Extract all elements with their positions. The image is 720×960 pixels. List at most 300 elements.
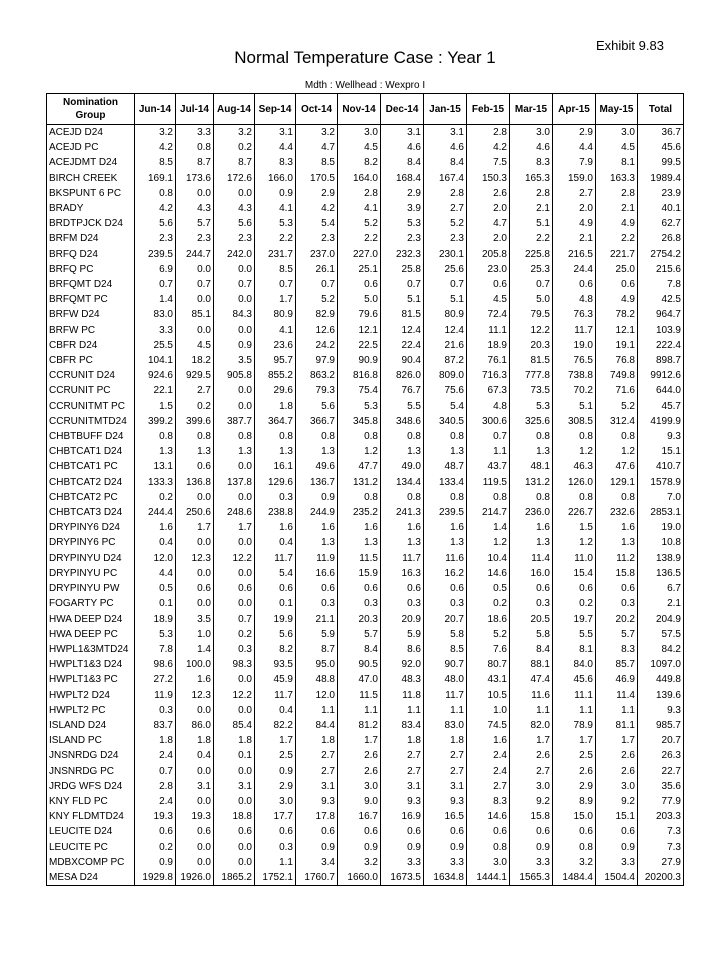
value-cell: 0.8 — [510, 429, 553, 444]
value-cell: 1.4 — [176, 642, 214, 657]
value-cell: 5.7 — [176, 216, 214, 231]
value-cell: 84.2 — [638, 642, 684, 657]
value-cell: 0.8 — [176, 140, 214, 155]
value-cell: 1.6 — [176, 672, 214, 687]
value-cell: 11.0 — [553, 551, 596, 566]
value-cell: 1.6 — [596, 520, 638, 535]
table-row — [47, 353, 684, 368]
value-cell: 0.3 — [424, 596, 467, 611]
value-cell: 23.0 — [467, 262, 510, 277]
value-cell: 1.6 — [424, 520, 467, 535]
nomination-group-cell: MESA D24 — [47, 870, 135, 886]
value-cell: 3.0 — [596, 125, 638, 141]
value-cell: 5.3 — [135, 627, 176, 642]
nomination-group-cell: HWPLT1&3 D24 — [47, 657, 135, 672]
value-cell: 0.3 — [510, 596, 553, 611]
value-cell: 0.2 — [467, 596, 510, 611]
value-cell: 9.3 — [296, 794, 338, 809]
value-cell: 20.2 — [596, 612, 638, 627]
value-cell: 4.5 — [467, 292, 510, 307]
value-cell: 16.7 — [338, 809, 381, 824]
value-cell: 14.6 — [467, 809, 510, 824]
value-cell: 167.4 — [424, 171, 467, 186]
value-cell: 244.7 — [176, 247, 214, 262]
value-cell: 11.6 — [510, 688, 553, 703]
column-header: Sep-14 — [255, 94, 296, 125]
value-cell: 8.4 — [381, 155, 424, 170]
value-cell: 93.5 — [255, 657, 296, 672]
value-cell: 79.3 — [296, 383, 338, 398]
value-cell: 80.7 — [467, 657, 510, 672]
value-cell: 4.9 — [553, 216, 596, 231]
value-cell: 4.1 — [338, 201, 381, 216]
value-cell: 2853.1 — [638, 505, 684, 520]
nomination-group-cell: HWA DEEP D24 — [47, 612, 135, 627]
value-cell: 5.3 — [381, 216, 424, 231]
value-cell: 79.6 — [338, 307, 381, 322]
value-cell: 449.8 — [638, 672, 684, 687]
nomination-group-cell: HWPLT2 D24 — [47, 688, 135, 703]
value-cell: 1.7 — [255, 292, 296, 307]
value-cell: 11.2 — [596, 551, 638, 566]
value-cell: 8.4 — [338, 642, 381, 657]
table-row — [47, 688, 684, 703]
value-cell: 2.5 — [553, 748, 596, 763]
value-cell: 14.6 — [467, 566, 510, 581]
nomination-group-cell: CHBTCAT2 PC — [47, 490, 135, 505]
table-row — [47, 733, 684, 748]
value-cell: 5.6 — [135, 216, 176, 231]
value-cell: 1.7 — [176, 520, 214, 535]
value-cell: 809.0 — [424, 368, 467, 383]
value-cell: 345.8 — [338, 414, 381, 429]
value-cell: 72.4 — [467, 307, 510, 322]
value-cell: 1.7 — [214, 520, 255, 535]
value-cell: 5.3 — [510, 399, 553, 414]
value-cell: 11.4 — [510, 551, 553, 566]
value-cell: 27.9 — [638, 855, 684, 870]
table-row — [47, 779, 684, 794]
value-cell: 3.0 — [596, 779, 638, 794]
value-cell: 22.7 — [638, 764, 684, 779]
value-cell: 3.1 — [424, 779, 467, 794]
table-row — [47, 809, 684, 824]
value-cell: 1.6 — [381, 520, 424, 535]
table-row — [47, 429, 684, 444]
value-cell: 26.3 — [638, 748, 684, 763]
nomination-group-cell: CCRUNIT D24 — [47, 368, 135, 383]
value-cell: 0.9 — [214, 338, 255, 353]
value-cell: 1.5 — [553, 520, 596, 535]
value-cell: 81.5 — [381, 307, 424, 322]
value-cell: 8.4 — [424, 155, 467, 170]
value-cell: 2.4 — [135, 794, 176, 809]
value-cell: 0.2 — [553, 596, 596, 611]
value-cell: 129.1 — [596, 475, 638, 490]
value-cell: 3.2 — [135, 125, 176, 141]
value-cell: 90.4 — [381, 353, 424, 368]
value-cell: 45.6 — [638, 140, 684, 155]
data-table — [46, 93, 684, 886]
table-row — [47, 642, 684, 657]
value-cell: 163.3 — [596, 171, 638, 186]
value-cell: 0.8 — [467, 840, 510, 855]
value-cell: 5.2 — [424, 216, 467, 231]
value-cell: 81.5 — [510, 353, 553, 368]
value-cell: 2.3 — [176, 231, 214, 246]
value-cell: 104.1 — [135, 353, 176, 368]
nomination-group-cell: CHBTCAT3 D24 — [47, 505, 135, 520]
value-cell: 2754.2 — [638, 247, 684, 262]
value-cell: 0.6 — [135, 824, 176, 839]
value-cell: 47.0 — [338, 672, 381, 687]
value-cell: 11.5 — [338, 551, 381, 566]
value-cell: 0.8 — [135, 429, 176, 444]
value-cell: 1.1 — [510, 703, 553, 718]
value-cell: 136.5 — [638, 566, 684, 581]
value-cell: 0.9 — [424, 840, 467, 855]
table-row — [47, 216, 684, 231]
value-cell: 0.8 — [381, 490, 424, 505]
value-cell: 216.5 — [553, 247, 596, 262]
value-cell: 12.2 — [214, 688, 255, 703]
value-cell: 165.3 — [510, 171, 553, 186]
value-cell: 3.3 — [510, 855, 553, 870]
value-cell: 16.6 — [296, 566, 338, 581]
value-cell: 1.8 — [135, 733, 176, 748]
value-cell: 11.6 — [424, 551, 467, 566]
value-cell: 15.8 — [510, 809, 553, 824]
value-cell: 738.8 — [553, 368, 596, 383]
column-header: Jan-15 — [424, 94, 467, 125]
value-cell: 76.3 — [553, 307, 596, 322]
value-cell: 76.1 — [467, 353, 510, 368]
value-cell: 231.7 — [255, 247, 296, 262]
nomination-group-cell: BRFW D24 — [47, 307, 135, 322]
value-cell: 1.1 — [255, 855, 296, 870]
table-body — [47, 125, 684, 886]
value-cell: 8.5 — [135, 155, 176, 170]
value-cell: 26.8 — [638, 231, 684, 246]
nomination-group-cell: DRYPINYU D24 — [47, 551, 135, 566]
value-cell: 4.4 — [135, 566, 176, 581]
value-cell: 0.2 — [214, 627, 255, 642]
value-cell: 1660.0 — [338, 870, 381, 886]
value-cell: 11.9 — [135, 688, 176, 703]
column-header: Total — [638, 94, 684, 125]
value-cell: 47.6 — [596, 459, 638, 474]
value-cell: 11.4 — [596, 688, 638, 703]
nomination-group-cell: HWPLT2 PC — [47, 703, 135, 718]
value-cell: 3.0 — [255, 794, 296, 809]
value-cell: 95.0 — [296, 657, 338, 672]
value-cell: 3.1 — [214, 779, 255, 794]
value-cell: 308.5 — [553, 414, 596, 429]
table-row — [47, 855, 684, 870]
value-cell: 43.7 — [467, 459, 510, 474]
value-cell: 95.7 — [255, 353, 296, 368]
value-cell: 1.7 — [553, 733, 596, 748]
value-cell: 5.9 — [296, 627, 338, 642]
value-cell: 4.2 — [135, 140, 176, 155]
value-cell: 5.3 — [338, 399, 381, 414]
value-cell: 1.7 — [510, 733, 553, 748]
value-cell: 816.8 — [338, 368, 381, 383]
value-cell: 8.2 — [338, 155, 381, 170]
value-cell: 2.1 — [510, 201, 553, 216]
value-cell: 4.9 — [596, 292, 638, 307]
value-cell: 2.3 — [214, 231, 255, 246]
nomination-group-cell: CCRUNITMTD24 — [47, 414, 135, 429]
table-row — [47, 672, 684, 687]
value-cell: 136.7 — [296, 475, 338, 490]
value-cell: 103.9 — [638, 323, 684, 338]
value-cell: 11.7 — [553, 323, 596, 338]
value-cell: 90.7 — [424, 657, 467, 672]
column-header: Nomination Group — [47, 94, 135, 125]
value-cell: 0.0 — [176, 490, 214, 505]
value-cell: 10.8 — [638, 535, 684, 550]
value-cell: 71.6 — [596, 383, 638, 398]
value-cell: 1.6 — [338, 520, 381, 535]
value-cell: 1.2 — [596, 444, 638, 459]
value-cell: 78.9 — [553, 718, 596, 733]
value-cell: 5.4 — [424, 399, 467, 414]
value-cell: 25.5 — [135, 338, 176, 353]
nomination-group-cell: JNSNRDG PC — [47, 764, 135, 779]
value-cell: 5.0 — [338, 292, 381, 307]
value-cell: 0.0 — [176, 794, 214, 809]
value-cell: 0.9 — [296, 840, 338, 855]
value-cell: 35.6 — [638, 779, 684, 794]
value-cell: 100.0 — [176, 657, 214, 672]
nomination-group-cell: CCRUNITMT PC — [47, 399, 135, 414]
value-cell: 88.1 — [510, 657, 553, 672]
value-cell: 0.4 — [176, 748, 214, 763]
value-cell: 84.4 — [296, 718, 338, 733]
value-cell: 898.7 — [638, 353, 684, 368]
table-row — [47, 764, 684, 779]
value-cell: 173.6 — [176, 171, 214, 186]
value-cell: 83.4 — [381, 718, 424, 733]
value-cell: 4.2 — [296, 201, 338, 216]
value-cell: 244.9 — [296, 505, 338, 520]
value-cell: 22.4 — [381, 338, 424, 353]
value-cell: 75.6 — [424, 383, 467, 398]
value-cell: 230.1 — [424, 247, 467, 262]
nomination-group-cell: CHBTCAT1 PC — [47, 459, 135, 474]
value-cell: 312.4 — [596, 414, 638, 429]
value-cell: 0.8 — [296, 429, 338, 444]
value-cell: 226.7 — [553, 505, 596, 520]
value-cell: 8.2 — [255, 642, 296, 657]
value-cell: 244.4 — [135, 505, 176, 520]
value-cell: 1.8 — [296, 733, 338, 748]
value-cell: 9.2 — [596, 794, 638, 809]
value-cell: 9.3 — [638, 703, 684, 718]
value-cell: 2.4 — [467, 748, 510, 763]
value-cell: 0.1 — [214, 748, 255, 763]
value-cell: 20.5 — [510, 612, 553, 627]
table-row — [47, 794, 684, 809]
value-cell: 2.7 — [424, 201, 467, 216]
value-cell: 1.7 — [338, 733, 381, 748]
value-cell: 9.3 — [424, 794, 467, 809]
value-cell: 4.8 — [553, 292, 596, 307]
value-cell: 8.7 — [214, 155, 255, 170]
value-cell: 42.5 — [638, 292, 684, 307]
value-cell: 929.5 — [176, 368, 214, 383]
nomination-group-cell: MDBXCOMP PC — [47, 855, 135, 870]
value-cell: 2.0 — [467, 201, 510, 216]
value-cell: 3.3 — [135, 323, 176, 338]
value-cell: 0.5 — [467, 581, 510, 596]
value-cell: 348.6 — [381, 414, 424, 429]
value-cell: 3.0 — [510, 125, 553, 141]
value-cell: 12.6 — [296, 323, 338, 338]
value-cell: 22.5 — [338, 338, 381, 353]
value-cell: 83.0 — [135, 307, 176, 322]
value-cell: 12.2 — [214, 551, 255, 566]
value-cell: 924.6 — [135, 368, 176, 383]
nomination-group-cell: BRFM D24 — [47, 231, 135, 246]
value-cell: 126.0 — [553, 475, 596, 490]
nomination-group-cell: CHBTCAT2 D24 — [47, 475, 135, 490]
table-row — [47, 551, 684, 566]
value-cell: 4.4 — [255, 140, 296, 155]
table-row — [47, 520, 684, 535]
value-cell: 47.7 — [338, 459, 381, 474]
value-cell: 8.7 — [176, 155, 214, 170]
value-cell: 3.0 — [338, 779, 381, 794]
table-row — [47, 475, 684, 490]
value-cell: 964.7 — [638, 307, 684, 322]
value-cell: 2.8 — [135, 779, 176, 794]
value-cell: 86.0 — [176, 718, 214, 733]
value-cell: 2.7 — [467, 779, 510, 794]
value-cell: 5.8 — [510, 627, 553, 642]
value-cell: 0.6 — [255, 581, 296, 596]
value-cell: 12.4 — [424, 323, 467, 338]
value-cell: 4.6 — [510, 140, 553, 155]
nomination-group-cell: HWA DEEP PC — [47, 627, 135, 642]
value-cell: 1444.1 — [467, 870, 510, 886]
value-cell: 1.8 — [424, 733, 467, 748]
value-cell: 0.3 — [381, 596, 424, 611]
value-cell: 1565.3 — [510, 870, 553, 886]
value-cell: 4.3 — [176, 201, 214, 216]
value-cell: 1.3 — [424, 444, 467, 459]
value-cell: 20200.3 — [638, 870, 684, 886]
value-cell: 2.2 — [510, 231, 553, 246]
value-cell: 19.0 — [638, 520, 684, 535]
value-cell: 0.1 — [135, 596, 176, 611]
value-cell: 0.0 — [214, 672, 255, 687]
value-cell: 1.3 — [135, 444, 176, 459]
value-cell: 2.4 — [135, 748, 176, 763]
value-cell: 1.1 — [338, 703, 381, 718]
value-cell: 70.2 — [553, 383, 596, 398]
value-cell: 0.8 — [596, 429, 638, 444]
value-cell: 119.5 — [467, 475, 510, 490]
table-row — [47, 444, 684, 459]
value-cell: 15.8 — [596, 566, 638, 581]
value-cell: 0.6 — [553, 277, 596, 292]
value-cell: 3.2 — [338, 855, 381, 870]
value-cell: 6.9 — [135, 262, 176, 277]
value-cell: 3.1 — [176, 779, 214, 794]
value-cell: 1.3 — [424, 535, 467, 550]
value-cell: 45.9 — [255, 672, 296, 687]
nomination-group-cell: CBFR PC — [47, 353, 135, 368]
value-cell: 8.3 — [255, 155, 296, 170]
header-row — [47, 94, 684, 125]
value-cell: 3.1 — [381, 125, 424, 141]
value-cell: 325.6 — [510, 414, 553, 429]
value-cell: 67.3 — [467, 383, 510, 398]
value-cell: 168.4 — [381, 171, 424, 186]
value-cell: 8.9 — [553, 794, 596, 809]
value-cell: 215.6 — [638, 262, 684, 277]
value-cell: 3.2 — [553, 855, 596, 870]
value-cell: 18.9 — [135, 612, 176, 627]
value-cell: 0.8 — [596, 490, 638, 505]
column-header: Feb-15 — [467, 94, 510, 125]
page-title: Normal Temperature Case : Year 1 — [234, 48, 496, 67]
value-cell: 0.0 — [214, 703, 255, 718]
nomination-group-cell: BIRCH CREEK — [47, 171, 135, 186]
value-cell: 1.3 — [296, 444, 338, 459]
value-cell: 73.5 — [510, 383, 553, 398]
value-cell: 20.7 — [424, 612, 467, 627]
table-row — [47, 323, 684, 338]
value-cell: 1097.0 — [638, 657, 684, 672]
value-cell: 170.5 — [296, 171, 338, 186]
table-row — [47, 171, 684, 186]
value-cell: 19.1 — [596, 338, 638, 353]
value-cell: 0.3 — [214, 642, 255, 657]
value-cell: 0.2 — [135, 840, 176, 855]
table-row — [47, 125, 684, 141]
value-cell: 5.1 — [553, 399, 596, 414]
value-cell: 0.8 — [553, 840, 596, 855]
value-cell: 76.5 — [553, 353, 596, 368]
value-cell: 15.1 — [596, 809, 638, 824]
value-cell: 1.2 — [338, 444, 381, 459]
value-cell: 0.6 — [596, 824, 638, 839]
value-cell: 0.6 — [381, 824, 424, 839]
value-cell: 241.3 — [381, 505, 424, 520]
value-cell: 0.0 — [214, 399, 255, 414]
value-cell: 16.1 — [255, 459, 296, 474]
value-cell: 0.6 — [214, 581, 255, 596]
table-row — [47, 338, 684, 353]
value-cell: 19.3 — [135, 809, 176, 824]
value-cell: 0.6 — [553, 581, 596, 596]
value-cell: 1.8 — [381, 733, 424, 748]
nomination-group-cell: BRFQMT D24 — [47, 277, 135, 292]
value-cell: 5.4 — [296, 216, 338, 231]
table-row — [47, 824, 684, 839]
table-row — [47, 657, 684, 672]
value-cell: 1.3 — [338, 535, 381, 550]
value-cell: 97.9 — [296, 353, 338, 368]
value-cell: 0.8 — [338, 490, 381, 505]
value-cell: 48.7 — [424, 459, 467, 474]
value-cell: 2.2 — [255, 231, 296, 246]
nomination-group-cell: FOGARTY PC — [47, 596, 135, 611]
table-row — [47, 277, 684, 292]
